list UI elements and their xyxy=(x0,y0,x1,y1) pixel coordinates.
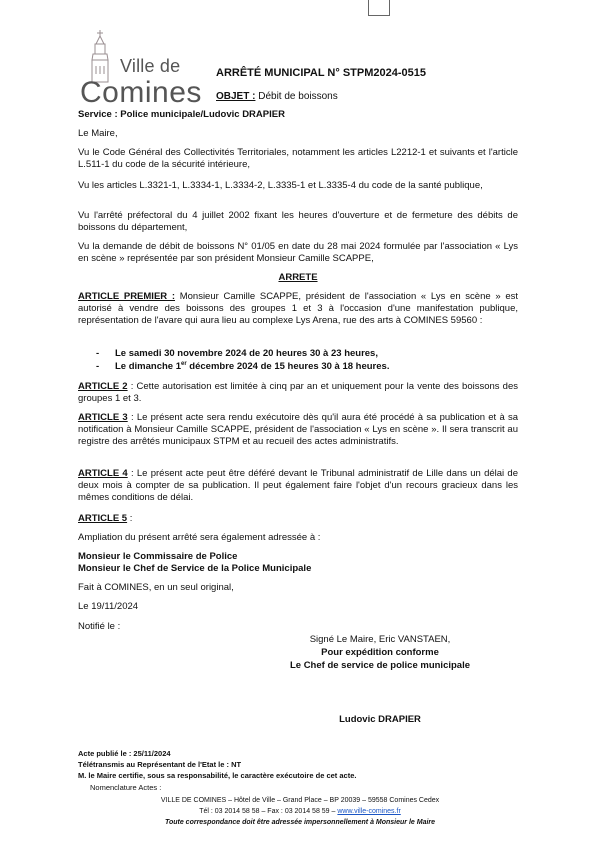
objet-line xyxy=(216,91,338,102)
recipient-1: Monsieur le Commissaire de Police xyxy=(78,551,238,562)
objet-label: OBJET : xyxy=(216,91,256,102)
bullet-dash: - xyxy=(96,348,100,359)
recipient-2: Monsieur le Chef de Service de la Police Municipale xyxy=(78,563,312,574)
vu-paragraph-2: Vu les articles L.3321-1, L.3334-1, L.3334-2, L.3335-1 et L.3335-4 du code de la santé publique, xyxy=(78,180,483,191)
article-1-text: Monsieur Camille SCAPPE, président de l'association « Lys en scène » est autorisé à vendre des boissons des groupes 1 et 3 à l'occasion d'une manifestation publique, représentation de l'avare qui aura lieu au complexe Lys Arena, rue des arts à COMINES 59560 : xyxy=(78,291,518,326)
ampliation: Ampliation du présent arrêté sera également adressée à : xyxy=(78,532,321,543)
website-link[interactable]: www.ville-comines.fr xyxy=(337,808,401,815)
signature-line-2: Pour expédition conforme xyxy=(321,647,439,658)
signature-line-3: Le Chef de service de police municipale xyxy=(289,660,471,671)
article-2-text: : Cette autorisation est limitée à cinq par an et uniquement pour la vente des boissons des groupes 1 et 3. xyxy=(78,381,518,404)
article-1-date-1 xyxy=(96,348,378,359)
article-4-label: ARTICLE 4 xyxy=(78,468,128,479)
article-3 xyxy=(78,412,518,448)
article-1-label: ARTICLE PREMIER : xyxy=(78,291,176,302)
certification: M. le Maire certifie, sous sa responsabilité, le caractère exécutoire de cet acte. xyxy=(78,771,357,780)
vu-paragraph-1: Vu le Code Général des Collectivités Territoriales, notamment les articles L2212-1 et suivants et l'article L.511-1 du code de la sécurité intérieure, xyxy=(78,147,518,170)
article-3-label: ARTICLE 3 xyxy=(78,412,128,423)
article-2 xyxy=(78,381,518,405)
nomenclature: Nomenclature Actes : xyxy=(90,783,162,792)
article-5 xyxy=(78,513,518,525)
article-5-label: ARTICLE 5 xyxy=(78,513,128,524)
arrete-heading: ARRETE xyxy=(278,272,318,283)
date-text-end: décembre 2024 de 15 heures 30 à 18 heures. xyxy=(186,361,390,373)
notifie-le: Notifié le : xyxy=(78,621,121,632)
signatory-name: Ludovic DRAPIER xyxy=(339,714,421,725)
date-line: Le 19/11/2024 xyxy=(78,601,139,612)
vu-paragraph-3: Vu l'arrêté préfectoral du 4 juillet 2002 fixant les heures d'ouverture et de fermeture des débits de boissons du département, xyxy=(78,210,518,233)
bullet-dash: - xyxy=(96,361,100,373)
date-sup: er xyxy=(181,361,187,367)
article-1-date-2 xyxy=(96,361,389,372)
footer-address: VILLE DE COMINES – Hôtel de Ville – Grand Place – BP 20039 – 59558 Comines Cedex xyxy=(160,797,440,804)
signature-line-1: Signé Le Maire, Eric VANSTAEN, xyxy=(309,634,451,645)
footer-phone: Tél : 03 2014 58 58 – Fax : 03 2014 58 59 – xyxy=(199,808,338,815)
logo-text-ville: Ville de xyxy=(120,56,181,76)
teletransmis: Télétransmis au Représentant de l'Etat le : NT xyxy=(78,760,242,769)
article-5-text: : xyxy=(127,513,133,524)
objet-text: Débit de boissons xyxy=(255,91,338,102)
le-maire: Le Maire, xyxy=(78,128,118,139)
article-1 xyxy=(78,291,518,327)
article-2-label: ARTICLE 2 xyxy=(78,381,128,392)
header-corner-box xyxy=(368,0,390,16)
footer-contact xyxy=(60,807,540,816)
date-text: Le dimanche 1 xyxy=(115,361,181,373)
vu-paragraph-4: Vu la demande de débit de boissons N° 01/05 en date du 28 mai 2024 formulée par l'association « Lys en scène » représentée par son président Monsieur Camille SCAPPE, xyxy=(78,241,518,264)
date-text: Le samedi 30 novembre 2024 de 20 heures 30 à 23 heures, xyxy=(115,348,378,359)
article-4-text: : Le présent acte peut être déféré devant le Tribunal administratif de Lille dans un délai de deux mois à compter de sa publication. Il peut également faire l'objet d'un recours gracieux dans les mêmes conditions de délai. xyxy=(78,468,518,503)
footer-note: Toute correspondance doit être adressée impersonnellement à Monsieur le Maire xyxy=(164,819,436,826)
article-4 xyxy=(78,468,518,504)
logo-text-comines: Comines xyxy=(80,76,202,109)
acte-publie: Acte publié le : 25/11/2024 xyxy=(78,749,171,758)
fait-a: Fait à COMINES, en un seul original, xyxy=(78,582,234,593)
document-title: ARRÊTÉ MUNICIPAL N° STPM2024-0515 xyxy=(216,67,426,79)
article-3-text: : Le présent acte sera rendu exécutoire dès qu'il aura été procédé à sa publication et à sa notification à Monsieur Camille SCAPPE, président de l'association « Lys en scène ». Il sera transcrit au registre des arrêtés municipaux STPM et au recueil des actes administratifs. xyxy=(78,412,518,447)
service-line: Service : Police municipale/Ludovic DRAPIER xyxy=(78,109,285,120)
